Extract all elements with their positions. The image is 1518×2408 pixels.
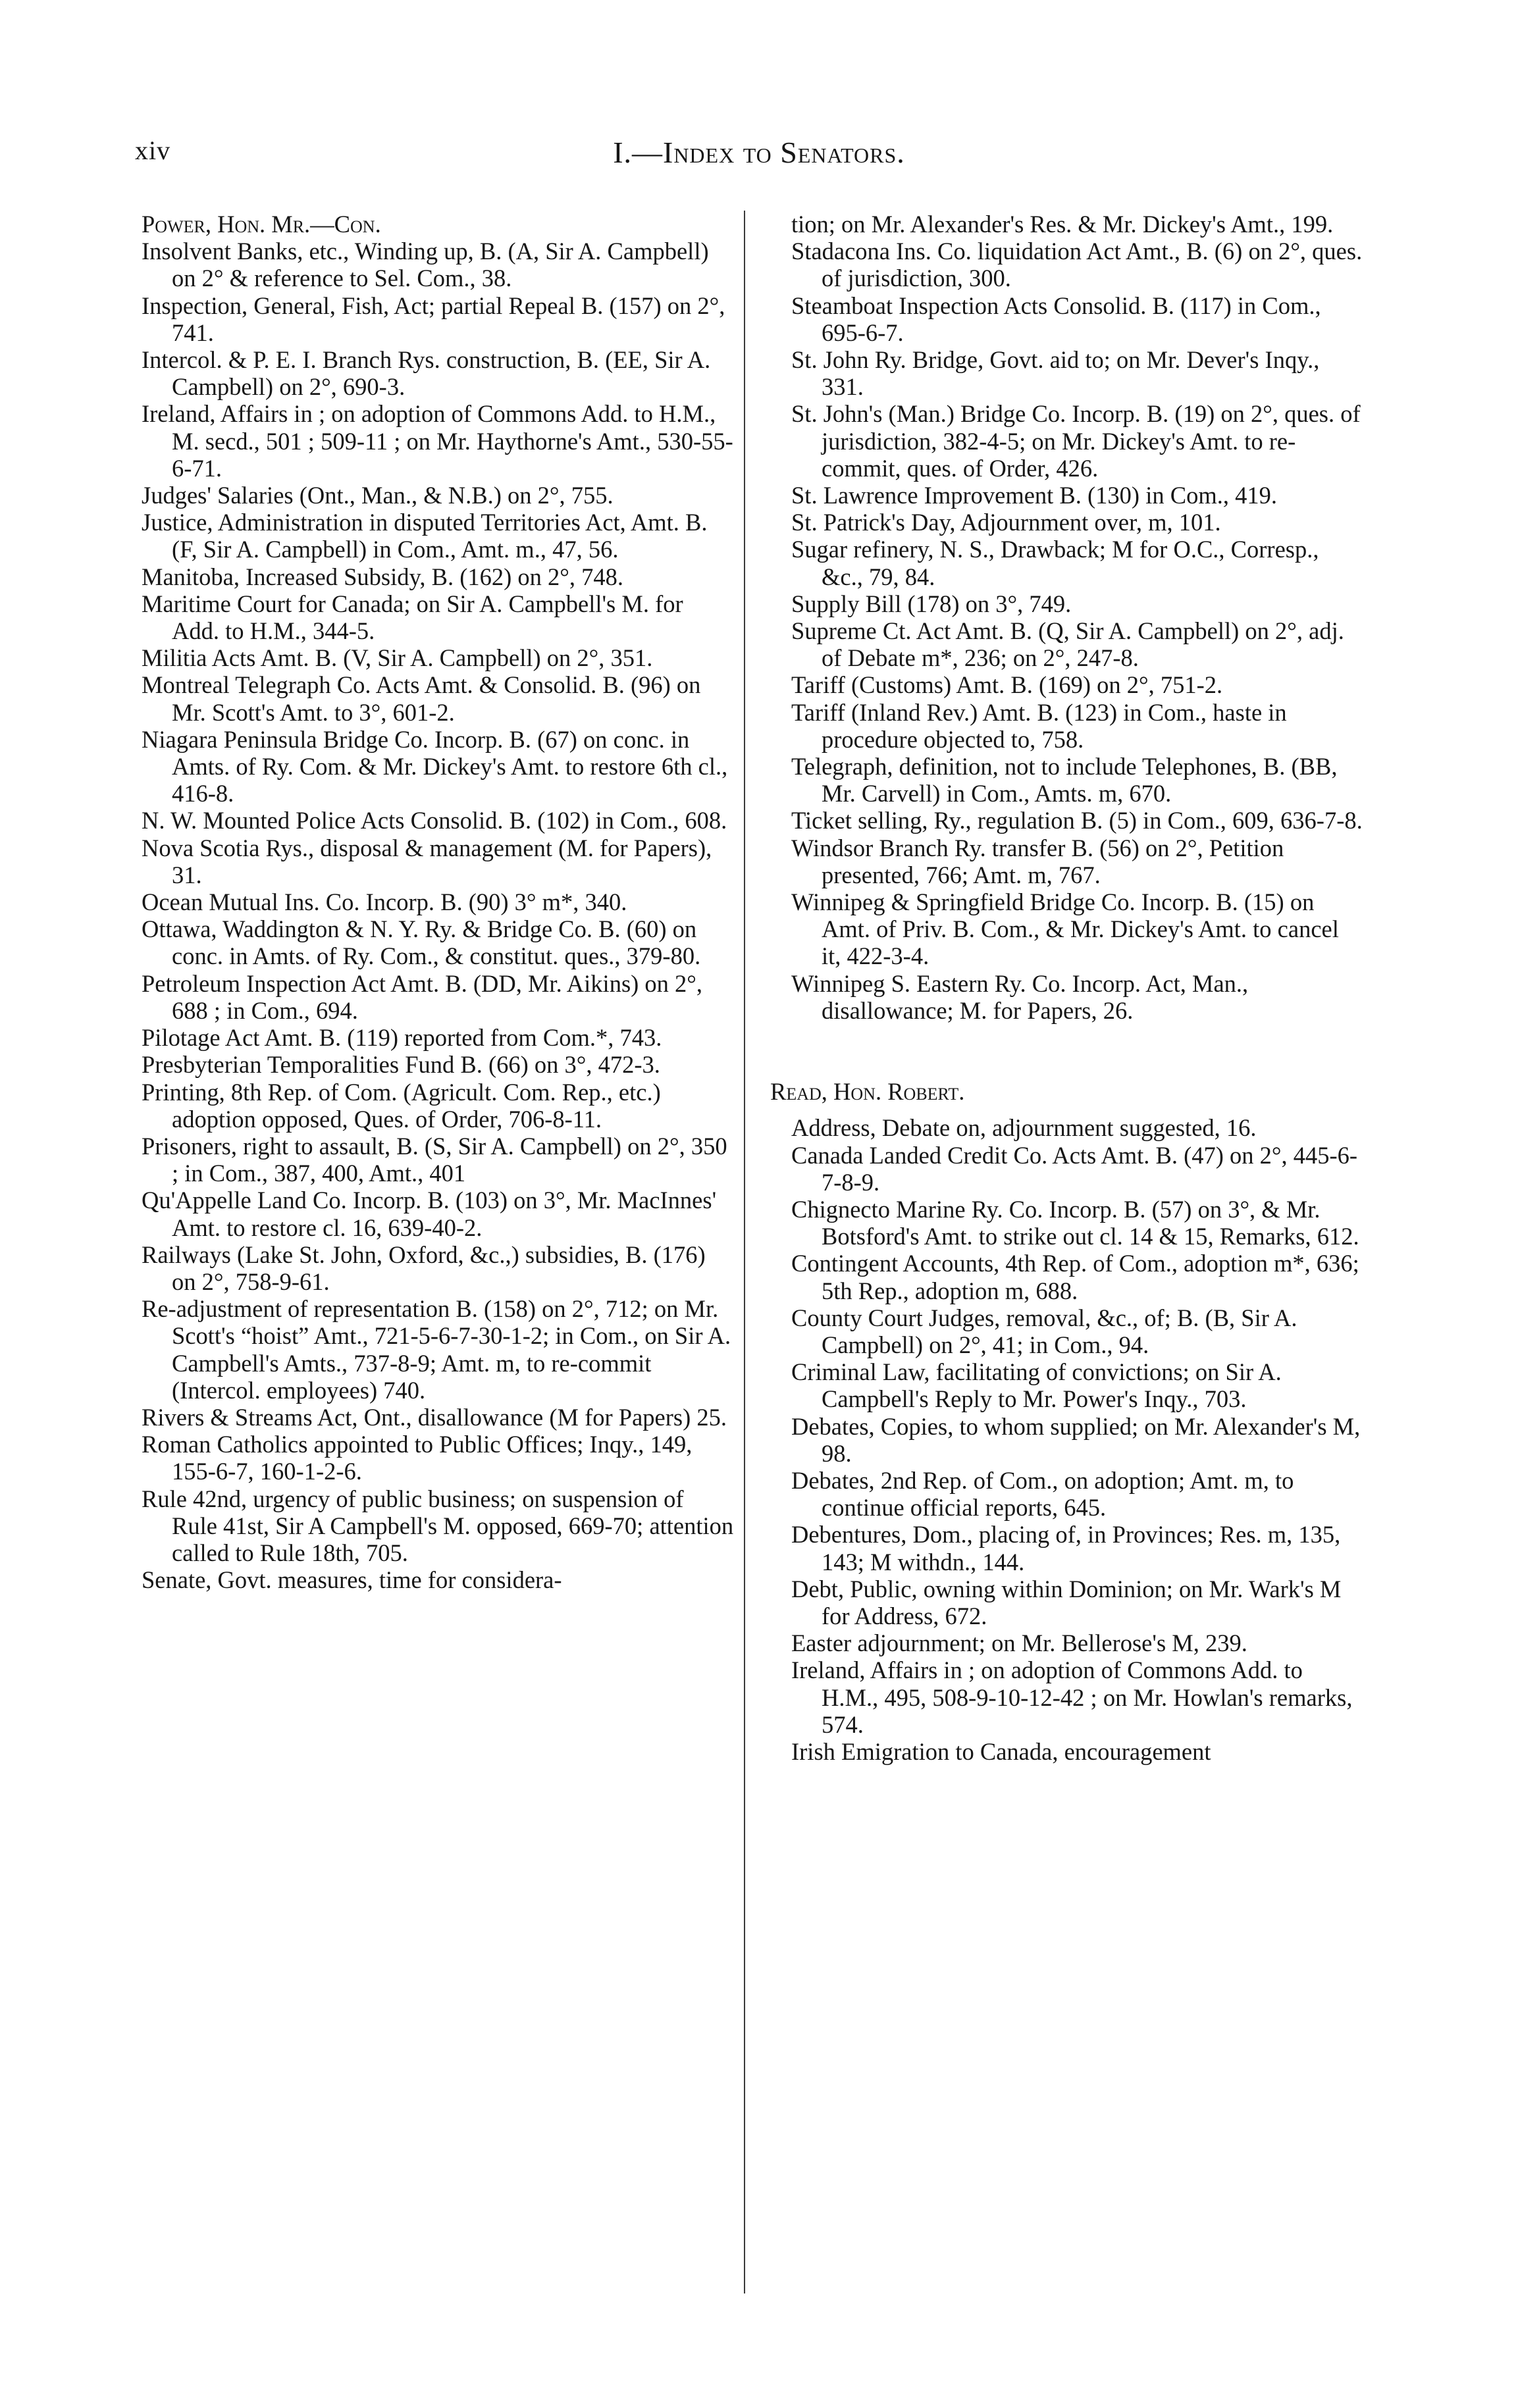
index-entry: St. John Ry. Bridge, Govt. aid to; on Mr. Dever's Inqy., 331. (791, 346, 1320, 401)
index-entry: Justice, Administration in disputed Territories Act, Amt. B. (F, Sir A. Campbell) in Com., Amt. m., 47, 56. (142, 509, 708, 563)
index-entry: Tariff (Customs) Amt. B. (169) on 2°, 751-2. (791, 671, 1223, 699)
index-entry: Tariff (Inland Rev.) Amt. B. (123) in Com., haste in procedure objected to, 758. (791, 698, 1287, 753)
right-column (770, 211, 1363, 1765)
left-column (142, 211, 734, 1593)
index-entry: Sugar refinery, N. S., Drawback; M for O.C., Corresp., &c., 79, 84. (791, 536, 1319, 590)
page-number: xiv (135, 136, 171, 165)
index-entry: Railways (Lake St. John, Oxford, &c.,) subsidies, B. (176) on 2°, 758-9-61. (142, 1241, 706, 1295)
index-entry: Maritime Court for Canada; on Sir A. Campbell's M. for Add. to H.M., 344-5. (142, 590, 683, 645)
index-entry: Inspection, General, Fish, Act; partial Repeal B. (157) on 2°, 741. (142, 292, 725, 346)
index-entry: Ocean Mutual Ins. Co. Incorp. B. (90) 3° m*, 340. (142, 888, 627, 916)
index-entry: Supply Bill (178) on 3°, 749. (791, 590, 1072, 617)
index-entry: Supreme Ct. Act Amt. B. (Q, Sir A. Campbell) on 2°, adj. of Debate m*, 236; on 2°, 247-8. (791, 617, 1344, 672)
index-entry: Contingent Accounts, 4th Rep. of Com., adoption m*, 636; 5th Rep., adoption m, 688. (791, 1250, 1359, 1304)
index-entry: Ireland, Affairs in ; on adoption of Commons Add. to H.M., 495, 508-9-10-12-42 ; on Mr. Howlan's remarks, 574. (791, 1656, 1353, 1738)
index-entry: Niagara Peninsula Bridge Co. Incorp. B. (67) on conc. in Amts. of Ry. Com. & Mr. Dickey's Amt. to restore 6th cl., 416-8. (142, 725, 728, 807)
index-entry: Senate, Govt. measures, time for considera- (142, 1566, 562, 1594)
index-entry: Debt, Public, owning within Dominion; on Mr. Wark's M for Address, 672. (791, 1575, 1342, 1629)
index-entry: Winnipeg S. Eastern Ry. Co. Incorp. Act, Man., disallowance; M. for Papers, 26. (791, 969, 1249, 1024)
index-entry: Chignecto Marine Ry. Co. Incorp. B. (57) on 3°, & Mr. Botsford's Amt. to strike out cl. 14 & 15, Remarks, 612. (791, 1195, 1359, 1250)
index-entry: Ireland, Affairs in ; on adoption of Commons Add. to H.M., M. secd., 501 ; 509-11 ; on Mr. Haythorne's Amt., 530-55-6-71. (142, 400, 733, 482)
index-entry: Qu'Appelle Land Co. Incorp. B. (103) on 3°, Mr. MacInnes' Amt. to restore cl. 16, 639-40-2. (142, 1187, 717, 1241)
index-entry: Manitoba, Increased Subsidy, B. (162) on 2°, 748. (142, 563, 623, 590)
index-entry: County Court Judges, removal, &c., of; B. (B, Sir A. Campbell) on 2°, 41; in Com., 94. (791, 1304, 1297, 1358)
right-entries-bottom (770, 1114, 1363, 1765)
index-entry: Criminal Law, facilitating of convictions; on Sir A. Campbell's Reply to Mr. Power's Inqy., 703. (791, 1358, 1282, 1413)
index-entry: Insolvent Banks, etc., Winding up, B. (A, Sir A. Campbell) on 2° & reference to Sel. Com., 38. (142, 238, 709, 292)
index-entry: St. Lawrence Improvement B. (130) in Com., 419. (791, 482, 1277, 509)
index-entry: Debates, 2nd Rep. of Com., on adoption; Amt. m, to continue official reports, 645. (791, 1466, 1294, 1522)
index-entry: Rule 42nd, urgency of public business; on suspension of Rule 41st, Sir A Campbell's M. opposed, 669-70; attention called to Rule 18th, 705. (142, 1485, 734, 1566)
index-entry: Rivers & Streams Act, Ont., disallowance (M for Papers) 25. (142, 1403, 727, 1431)
index-entry: tion; on Mr. Alexander's Res. & Mr. Dickey's Amt., 199. (791, 211, 1334, 238)
index-entry: Re-adjustment of representation B. (158) on 2°, 712; on Mr. Scott's “hoist” Amt., 721-5-6-7-30-1-2; in Com., on Sir A. Campbell's Amts., 737-8-9; Amt. m, to re-commit (Intercol. employees) 740. (142, 1295, 731, 1404)
page-title: I.—Index to Senators. (613, 136, 905, 169)
index-entry: Judges' Salaries (Ont., Man., & N.B.) on 2°, 755. (142, 482, 614, 509)
senator-heading: Power, Hon. Mr.—Con. (142, 211, 381, 238)
index-entry: Militia Acts Amt. B. (V, Sir A. Campbell) on 2°, 351. (142, 644, 653, 672)
index-entry: Canada Landed Credit Co. Acts Amt. B. (47) on 2°, 445-6-7-8-9. (791, 1141, 1358, 1196)
index-entry: Petroleum Inspection Act Amt. B. (DD, Mr. Aikins) on 2°, 688 ; in Com., 694. (142, 969, 703, 1024)
index-entry: Roman Catholics appointed to Public Offices; Inqy., 149, 155-6-7, 160-1-2-6. (142, 1431, 693, 1485)
index-entry: Telegraph, definition, not to include Telephones, B. (BB, Mr. Carvell) in Com., Amts. m, 670. (791, 753, 1338, 807)
senator-heading: Read, Hon. Robert. (770, 1078, 965, 1106)
index-entry: Windsor Branch Ry. transfer B. (56) on 2°, Petition presented, 766; Amt. m, 767. (791, 834, 1284, 888)
index-entry: Nova Scotia Rys., disposal & management (M. for Papers), 31. (142, 834, 712, 888)
index-entry: Easter adjournment; on Mr. Bellerose's M, 239. (791, 1629, 1247, 1657)
index-entry: Montreal Telegraph Co. Acts Amt. & Consolid. B. (96) on Mr. Scott's Amt. to 3°, 601-2. (142, 671, 701, 726)
index-entry: Steamboat Inspection Acts Consolid. B. (117) in Com., 695-6-7. (791, 292, 1321, 346)
index-entry: Irish Emigration to Canada, encouragement (791, 1737, 1211, 1765)
page-header (0, 135, 1518, 181)
index-entry: St. John's (Man.) Bridge Co. Incorp. B. (19) on 2°, ques. of jurisdiction, 382-4-5; on Mr. Dickey's Amt. to re-commit, ques. of Order, 426. (791, 400, 1361, 482)
index-entry: Address, Debate on, adjournment suggested, 16. (791, 1114, 1257, 1142)
right-entries-top (770, 211, 1363, 1024)
heading-gap (770, 1105, 1363, 1114)
column-divider (744, 211, 745, 2293)
index-entry: St. Patrick's Day, Adjournment over, m, 101. (791, 509, 1221, 536)
index-entry: Prisoners, right to assault, B. (S, Sir A. Campbell) on 2°, 350 ; in Com., 387, 400, Amt., 401 (142, 1132, 727, 1187)
index-entry: Pilotage Act Amt. B. (119) reported from Com.*, 743. (142, 1024, 662, 1052)
index-entry: Printing, 8th Rep. of Com. (Agricult. Com. Rep., etc.) adoption opposed, Ques. of Order, 706-8-11. (142, 1078, 661, 1133)
index-entry: Debentures, Dom., placing of, in Provinces; Res. m, 135, 143; M withdn., 144. (791, 1521, 1341, 1575)
index-entry: Winnipeg & Springfield Bridge Co. Incorp. B. (15) on Amt. of Priv. B. Com., & Mr. Dickey's Amt. to cancel it, 422-3-4. (791, 888, 1339, 970)
index-entry: Ticket selling, Ry., regulation B. (5) in Com., 609, 636-7-8. (791, 807, 1363, 834)
section-gap (770, 1024, 1363, 1078)
index-entry: Debates, Copies, to whom supplied; on Mr. Alexander's M, 98. (791, 1412, 1361, 1467)
index-entry: Stadacona Ins. Co. liquidation Act Amt., B. (6) on 2°, ques. of jurisdiction, 300. (791, 238, 1363, 292)
index-entry: Intercol. & P. E. I. Branch Rys. construction, B. (EE, Sir A. Campbell) on 2°, 690-3. (142, 346, 711, 401)
index-entry: N. W. Mounted Police Acts Consolid. B. (102) in Com., 608. (142, 807, 727, 834)
index-entry: Ottawa, Waddington & N. Y. Ry. & Bridge Co. B. (60) on conc. in Amts. of Ry. Com., & constitut. ques., 379-80. (142, 915, 701, 970)
index-entry: Presbyterian Temporalities Fund B. (66) on 3°, 472-3. (142, 1051, 660, 1079)
